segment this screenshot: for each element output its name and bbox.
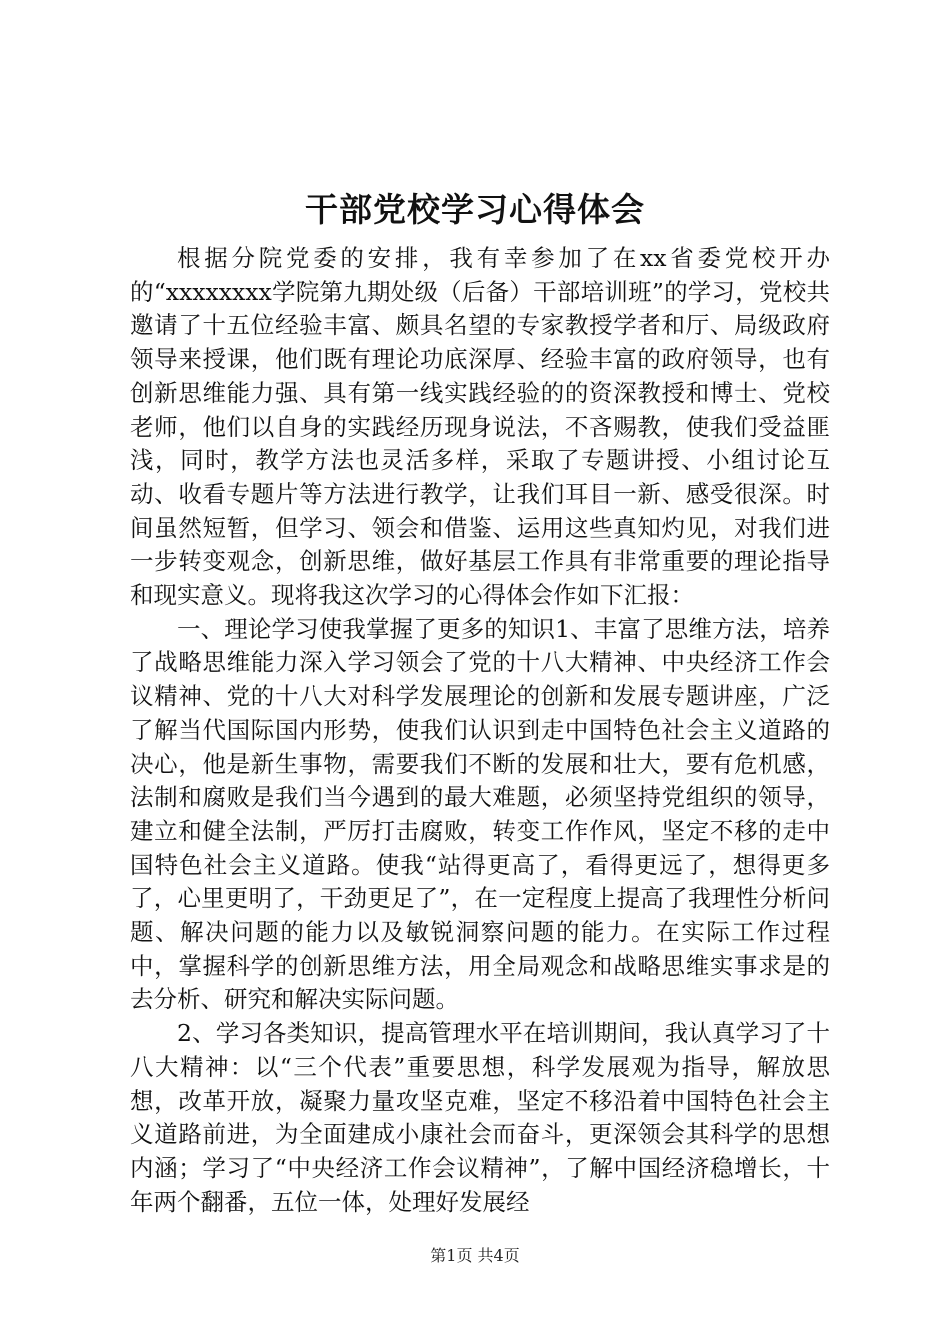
paragraph-theory-learning: 一、理论学习使我掌握了更多的知识1、丰富了思维方法，培养了战略思维能力深入学习领会了党的十八大精神、中央经济工作会议精神、党的十八大对科学发展理论的创新和发展专题讲座，广泛了解当代国际国内形势，使我们认识到走中国特色社会主义道路的决心，他是新生事物，需要我们不断的发展和壮大，要有危机感，法制和腐败是我们当今遇到的最大难题，必须坚持党组织的领导，建立和健全法制，严厉打击腐败，转变工作作风，坚定不移的走中国特色社会主义道路。使我“站得更高了，看得更远了，想得更多了，心里更明了，干劲更足了”，在一定程度上提高了我理性分析问题、解决问题的能力以及敏锐洞察问题的能力。在实际工作过程中，掌握科学的创新思维方法，用全局观念和战略思维实事求是的去分析、研究和解决实际问题。 [130, 614, 830, 1014]
paragraph-knowledge-learning: 2、学习各类知识，提高管理水平在培训期间，我认真学习了十八大精神：以“三个代表”重要思想，科学发展观为指导，解放思想，改革开放，凝聚力量攻坚克难，坚定不移沿着中国特色社会主义道路前进，为全面建成小康社会而奋斗，更深领会其科学的思想内涵；学习了“中央经济工作会议精神”，了解中国经济稳增长，十年两个翻番，五位一体，处理好发展经 [130, 1019, 830, 1216]
document-body [130, 242, 830, 1219]
document-title: 干部党校学习心得体会 [305, 190, 645, 229]
page-number-footer: 第1页 共4页 [430, 1246, 520, 1265]
paragraph-intro: 根据分院党委的安排，我有幸参加了在xx省委党校开办的“xxxxxxxx学院第九期处级（后备）干部培训班”的学习，党校共邀请了十五位经验丰富、颇具名望的专家教授学者和厅、局级政府领导来授课，他们既有理论功底深厚、经验丰富的政府领导，也有创新思维能力强、具有第一线实践经验的的资深教授和博士、党校老师，他们以自身的实践经历现身说法，不吝赐教，使我们受益匪浅，同时，教学方法也灵活多样，采取了专题讲授、小组讨论互动、收看专题片等方法进行教学，让我们耳目一新、感受很深。时间虽然短暂，但学习、领会和借鉴、运用这些真知灼见，对我们进一步转变观念，创新思维，做好基层工作具有非常重要的理论指导和现实意义。现将我这次学习的心得体会作如下汇报： [130, 244, 830, 610]
